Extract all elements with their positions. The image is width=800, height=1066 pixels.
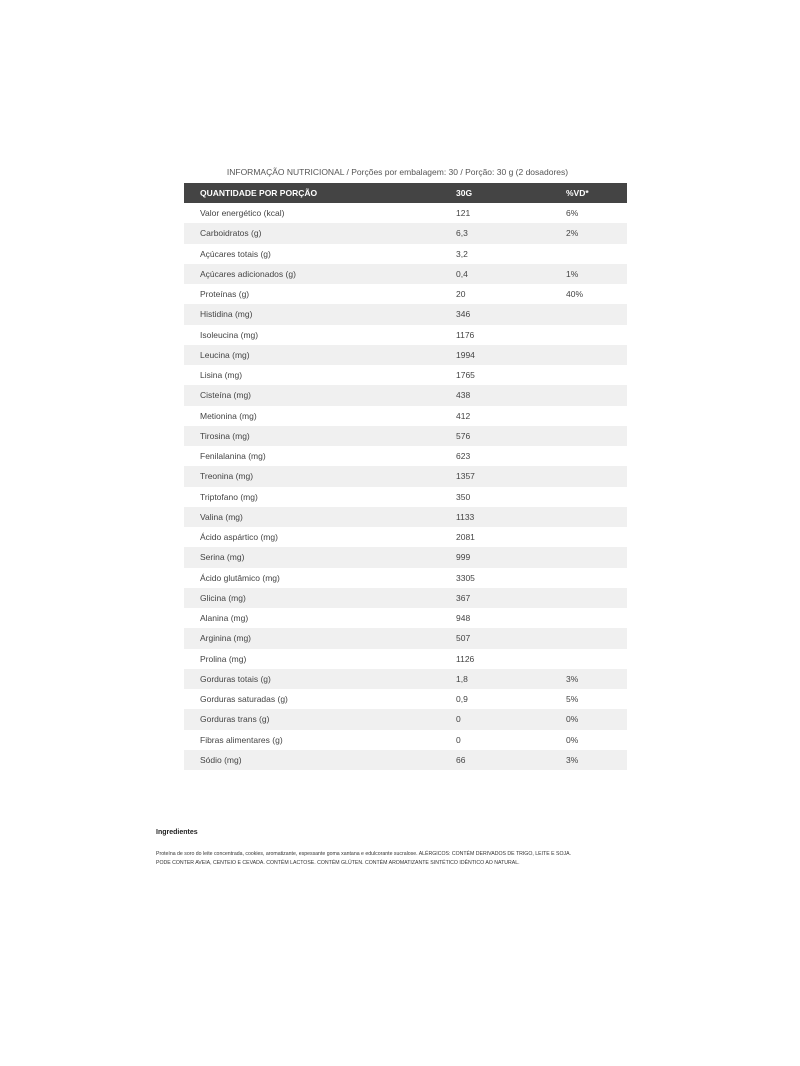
- table-row: [184, 304, 627, 324]
- nutrient-daily-value: 0%: [566, 734, 579, 745]
- table-row: [184, 264, 627, 284]
- table-row: [184, 689, 627, 709]
- table-row: [184, 487, 627, 507]
- nutrient-amount: 438: [456, 385, 566, 405]
- nutrient-name: Histidina (mg): [184, 304, 456, 324]
- table-row: [184, 466, 627, 486]
- nutrient-name: Isoleucina (mg): [200, 329, 259, 340]
- table-row: [184, 446, 627, 466]
- table-row: [184, 750, 627, 770]
- nutrient-amount: 0,9: [456, 694, 468, 705]
- nutrient-daily-value: [566, 608, 627, 628]
- table-row: [184, 628, 627, 648]
- nutrient-daily-value: [566, 568, 627, 588]
- nutrient-amount: 1126: [456, 653, 475, 664]
- nutrient-amount: 999: [456, 547, 566, 567]
- header-daily-value: %VD*: [566, 183, 627, 203]
- nutrient-amount: 0: [456, 734, 461, 745]
- nutrient-daily-value: [566, 527, 627, 547]
- nutrient-amount: 1176: [456, 329, 475, 340]
- table-row: [184, 507, 627, 527]
- nutrient-name: Triptofano (mg): [200, 491, 258, 502]
- nutrient-amount: 367: [456, 588, 566, 608]
- nutrient-amount: 576: [456, 426, 566, 446]
- nutrition-facts: [184, 165, 611, 770]
- nutrient-amount: 350: [456, 491, 471, 502]
- nutrient-name: Metionina (mg): [200, 410, 257, 421]
- nutrient-amount: 2081: [456, 532, 475, 543]
- nutrient-daily-value: [566, 304, 627, 324]
- nutrient-daily-value: 3%: [566, 669, 627, 689]
- nutrient-daily-value: [566, 426, 627, 446]
- table-row: [184, 325, 627, 345]
- nutrient-name: Valor energético (kcal): [200, 208, 285, 219]
- table-row: [184, 649, 627, 669]
- nutrient-amount: 3305: [456, 572, 475, 583]
- table-row: [184, 568, 627, 588]
- nutrient-name: Carboidratos (g): [184, 223, 456, 243]
- nutrient-name: Açúcares totais (g): [200, 248, 271, 259]
- nutrient-daily-value: [566, 649, 627, 669]
- table-row: [184, 365, 627, 385]
- nutrient-name: Alanina (mg): [200, 613, 249, 624]
- table-row: [184, 406, 627, 426]
- nutrient-name: Serina (mg): [184, 547, 456, 567]
- nutrient-amount: 948: [456, 613, 471, 624]
- nutrient-amount: 623: [456, 451, 471, 462]
- ingredients-title: Ingredientes: [156, 829, 198, 836]
- table-row: [184, 345, 627, 365]
- nutrient-daily-value: 0%: [566, 709, 627, 729]
- nutrient-daily-value: [566, 507, 627, 527]
- header-portion: 30G: [456, 183, 566, 203]
- nutrient-daily-value: 3%: [566, 750, 627, 770]
- nutrient-name: Gorduras totais (g): [184, 669, 456, 689]
- nutrient-daily-value: [566, 406, 627, 426]
- nutrient-amount: 1,8: [456, 669, 566, 689]
- nutrient-daily-value: [566, 487, 627, 507]
- nutrient-name: Açúcares adicionados (g): [184, 264, 456, 284]
- nutrient-amount: 3,2: [456, 248, 468, 259]
- table-row: [184, 709, 627, 729]
- table-row: [184, 669, 627, 689]
- table-row: [184, 608, 627, 628]
- nutrient-daily-value: 40%: [566, 289, 584, 300]
- nutrient-amount: 1765: [456, 370, 475, 381]
- nutrient-name: Cisteína (mg): [184, 385, 456, 405]
- nutrient-daily-value: 5%: [566, 694, 579, 705]
- nutrient-amount: 1994: [456, 345, 566, 365]
- nutrient-daily-value: [566, 365, 627, 385]
- nutrient-name: Sódio (mg): [184, 750, 456, 770]
- nutrient-amount: 20: [456, 289, 466, 300]
- nutrient-amount: 412: [456, 410, 471, 421]
- table-row: [184, 547, 627, 567]
- nutrition-caption: INFORMAÇÃO NUTRICIONAL / Porções por embalagem: 30 / Porção: 30 g (2 dosadores): [226, 167, 569, 177]
- nutrient-amount: 346: [456, 304, 566, 324]
- nutrient-daily-value: [566, 547, 627, 567]
- nutrient-daily-value: [566, 588, 627, 608]
- table-row: [184, 284, 627, 304]
- table-body: [184, 203, 627, 770]
- nutrient-name: Gorduras trans (g): [184, 709, 456, 729]
- table-row: [184, 527, 627, 547]
- nutrient-daily-value: [566, 385, 627, 405]
- header-quantity: QUANTIDADE POR PORÇÃO: [184, 183, 456, 203]
- nutrition-table: [184, 183, 627, 770]
- nutrient-name: Fenilalanina (mg): [200, 451, 266, 462]
- table-row: [184, 385, 627, 405]
- nutrient-name: Tirosina (mg): [184, 426, 456, 446]
- nutrient-daily-value: 2%: [566, 223, 627, 243]
- nutrient-amount: 6,3: [456, 223, 566, 243]
- nutrient-amount: 0: [456, 709, 566, 729]
- nutrient-daily-value: [566, 446, 627, 466]
- table-row: [184, 244, 627, 264]
- table-row: [184, 588, 627, 608]
- nutrient-daily-value: [566, 628, 627, 648]
- nutrient-amount: 1357: [456, 466, 566, 486]
- nutrient-daily-value: 1%: [566, 264, 627, 284]
- nutrient-daily-value: 6%: [566, 208, 579, 219]
- nutrient-name: Glicina (mg): [184, 588, 456, 608]
- table-row: [184, 730, 627, 750]
- ingredients-section: [156, 829, 656, 867]
- nutrient-amount: 0,4: [456, 264, 566, 284]
- nutrient-name: Leucina (mg): [184, 345, 456, 365]
- table-row: [184, 426, 627, 446]
- nutrient-name: Prolina (mg): [200, 653, 247, 664]
- table-row: [184, 223, 627, 243]
- nutrient-name: Arginina (mg): [184, 628, 456, 648]
- nutrient-daily-value: [566, 466, 627, 486]
- nutrient-name: Gorduras saturadas (g): [200, 694, 288, 705]
- table-header-row: [184, 183, 627, 203]
- nutrient-name: Fibras alimentares (g): [200, 734, 283, 745]
- nutrient-name: Ácido aspártico (mg): [200, 532, 278, 543]
- nutrient-name: Ácido glutâmico (mg): [200, 572, 280, 583]
- ingredients-text: Proteína de soro do leite concentrada, cookies, aromatizante, espessante goma xantana e edulcorante sucralose. ALÉRGICOS: CONTÉM DERIVADOS DE TRIGO, LEITE E SOJA. PODE CONTER AVEIA, CENTEIO E CEVADA. CONTÉM LACTOSE. CONTÉM GLÚTEN. CONTÉM AROMATIZANTE SINTÉTICO IDÊNTICO AO NATURAL.: [156, 851, 571, 866]
- nutrient-daily-value: [566, 325, 627, 345]
- nutrient-amount: 507: [456, 628, 566, 648]
- nutrient-daily-value: [566, 345, 627, 365]
- nutrient-amount: 1133: [456, 507, 566, 527]
- nutrient-amount: 121: [456, 208, 471, 219]
- nutrient-name: Lisina (mg): [200, 370, 243, 381]
- nutrient-name: Valina (mg): [184, 507, 456, 527]
- nutrient-amount: 66: [456, 750, 566, 770]
- nutrient-name: Proteínas (g): [200, 289, 250, 300]
- nutrient-daily-value: [566, 244, 627, 264]
- nutrient-name: Treonina (mg): [184, 466, 456, 486]
- table-row: [184, 203, 627, 223]
